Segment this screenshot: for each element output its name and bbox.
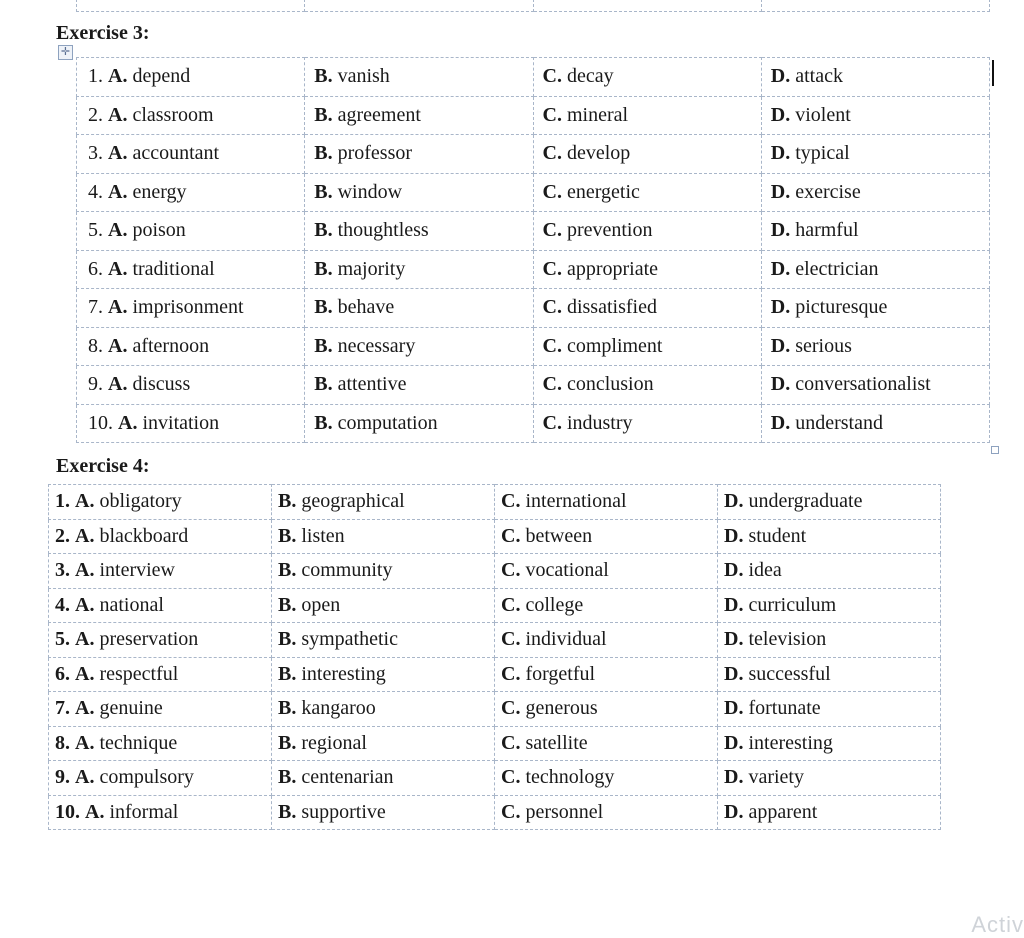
option-word: technology [525,766,615,789]
table-row [77,212,990,251]
option-word: energy [132,180,187,203]
question-number: 5. [88,219,103,242]
option-word: generous [525,697,598,720]
option-letter: C. [542,219,562,242]
option-word: geographical [301,490,405,513]
option-cell-b[interactable] [305,135,533,174]
option-word: between [525,524,593,547]
option-word: college [525,593,584,616]
option-letter: A. [75,766,95,789]
option-cell-b[interactable] [305,96,533,135]
option-word: exercise [795,180,861,203]
option-cell-b[interactable] [305,366,533,405]
option-cell-b[interactable] [272,485,495,520]
question-number: 6. [88,257,103,280]
table-row [77,289,990,328]
option-letter: D. [724,524,744,547]
option-cell-c[interactable] [533,135,761,174]
option-cell-d[interactable] [718,588,941,623]
option-letter: C. [501,559,521,582]
option-word: blackboard [99,524,189,547]
option-cell-c[interactable] [495,795,718,830]
option-cell-d[interactable] [718,692,941,727]
option-letter: D. [724,766,744,789]
option-letter: D. [770,411,791,434]
option-cell-a[interactable] [49,519,272,554]
option-letter: A. [75,697,95,720]
option-cell-b[interactable] [272,623,495,658]
option-letter: D. [770,180,791,203]
option-letter: C. [542,257,562,280]
option-word: agreement [337,103,421,126]
option-letter: B. [314,65,333,88]
option-cell-a[interactable] [77,212,305,251]
option-word: interview [99,559,175,582]
option-letter: A. [108,257,128,280]
option-cell-b[interactable] [272,519,495,554]
option-cell-d[interactable] [761,404,989,443]
option-letter: A. [108,296,128,319]
option-letter: A. [75,524,95,547]
option-cell-b[interactable] [272,554,495,589]
option-cell-c[interactable] [533,366,761,405]
table-row [49,554,941,589]
option-cell-a[interactable] [49,485,272,520]
option-cell-a[interactable] [77,404,305,443]
option-cell-b[interactable] [305,58,533,97]
option-word: electrician [795,257,879,280]
option-word: compliment [566,334,663,357]
option-letter: C. [542,296,562,319]
question-number: 7. [88,296,103,319]
question-number: 4. [88,180,103,203]
option-cell-a[interactable] [77,173,305,212]
option-word: traditional [132,257,215,280]
table-row [49,588,941,623]
option-letter: B. [278,593,297,616]
option-word: harmful [795,219,859,242]
option-cell-b[interactable] [305,250,533,289]
option-word: student [748,524,807,547]
option-word: necessary [337,334,416,357]
exercise-4-heading: Exercise 4: [56,455,150,477]
option-letter: A. [75,628,95,651]
question-number: 4. [55,593,70,616]
question-number: 9. [88,373,103,396]
question-number: 9. [55,766,70,789]
option-word: kangaroo [301,697,376,720]
option-letter: C. [501,490,521,513]
option-word: conclusion [566,373,654,396]
table-row [49,657,941,692]
option-letter: D. [724,697,744,720]
move-icon[interactable]: ✛ [58,45,73,60]
option-word: supportive [301,800,386,823]
option-letter: B. [314,411,333,434]
question-number: 10. [88,411,113,434]
option-letter: C. [542,180,562,203]
option-word: national [99,593,164,616]
option-word: discuss [132,373,191,396]
option-cell-a[interactable] [77,289,305,328]
activation-watermark: Activ [971,912,1024,937]
option-cell-b[interactable] [272,761,495,796]
option-word: afternoon [132,334,210,357]
option-letter: A. [75,593,95,616]
option-word: undergraduate [748,490,863,513]
table-row [77,366,990,405]
option-letter: B. [314,180,333,203]
table-resize-handle[interactable] [991,446,999,454]
question-number: 8. [55,731,70,754]
option-letter: C. [501,697,521,720]
option-word: curriculum [748,593,837,616]
option-word: technique [99,731,178,754]
table-row [77,250,990,289]
option-word: individual [525,628,607,651]
option-word: conversationalist [795,373,931,396]
option-word: serious [795,334,852,357]
question-number: 2. [55,524,70,547]
option-letter: B. [278,731,297,754]
option-letter: B. [314,103,333,126]
option-word: appropriate [566,257,659,280]
option-word: variety [748,766,804,789]
question-number: 6. [55,662,70,685]
option-letter: C. [542,373,562,396]
option-cell-d[interactable] [761,327,989,366]
option-word: behave [337,296,395,319]
option-letter: B. [314,142,333,165]
question-number: 3. [88,142,103,165]
option-word: classroom [132,103,214,126]
option-cell-b[interactable] [305,404,533,443]
option-cell-c[interactable] [533,96,761,135]
table-row [49,692,941,727]
option-word: respectful [99,662,179,685]
option-letter: D. [770,219,791,242]
table-row [49,519,941,554]
option-word: centenarian [301,766,394,789]
option-word: dissatisfied [566,296,657,319]
option-word: listen [301,524,345,547]
option-word: attack [795,65,843,88]
option-word: idea [748,559,782,582]
question-number: 5. [55,628,70,651]
option-cell-d[interactable] [718,623,941,658]
option-cell-c[interactable] [495,657,718,692]
question-number: 2. [88,103,103,126]
option-letter: B. [278,662,297,685]
option-word: mineral [566,103,629,126]
option-word: successful [748,662,831,685]
option-cell-c[interactable] [495,554,718,589]
option-cell-d[interactable] [761,289,989,328]
option-letter: B. [314,257,333,280]
option-word: computation [337,411,438,434]
option-cell-b[interactable] [305,327,533,366]
option-letter: C. [501,524,521,547]
option-letter: D. [770,296,791,319]
option-word: vocational [525,559,609,582]
option-cell-c[interactable] [533,327,761,366]
option-letter: B. [278,766,297,789]
option-letter: D. [724,628,744,651]
question-number: 1. [88,65,103,88]
option-word: fortunate [748,697,821,720]
option-letter: D. [724,559,744,582]
option-cell-c[interactable] [495,588,718,623]
option-cell-a[interactable] [77,250,305,289]
option-word: compulsory [99,766,194,789]
option-letter: A. [108,219,128,242]
option-letter: B. [278,490,297,513]
option-cell-c[interactable] [533,404,761,443]
option-cell-a[interactable] [49,623,272,658]
option-cell-d[interactable] [718,519,941,554]
option-cell-d[interactable] [761,173,989,212]
option-cell-a[interactable] [49,554,272,589]
option-letter: B. [278,559,297,582]
option-letter: B. [278,697,297,720]
option-word: international [525,490,627,513]
option-letter: D. [724,593,744,616]
option-letter: C. [501,800,521,823]
option-cell-d[interactable] [761,58,989,97]
exercise-3-table [76,57,990,443]
option-letter: D. [724,662,744,685]
option-cell-d[interactable] [718,657,941,692]
table-row [49,623,941,658]
option-letter: C. [501,731,521,754]
option-letter: A. [118,411,138,434]
table-row [77,135,990,174]
table-row [49,795,941,830]
exercise-3-heading: Exercise 3: [56,22,150,44]
option-cell-c[interactable] [495,623,718,658]
exercise-4-table [48,484,941,830]
option-word: understand [795,411,883,434]
option-letter: C. [542,103,562,126]
option-letter: C. [501,662,521,685]
option-letter: C. [542,65,562,88]
option-word: majority [337,257,406,280]
option-letter: D. [770,65,791,88]
option-word: prevention [566,219,653,242]
option-cell-a[interactable] [49,761,272,796]
option-word: forgetful [525,662,596,685]
option-letter: A. [108,180,128,203]
option-cell-c[interactable] [533,212,761,251]
option-cell-c[interactable] [495,726,718,761]
option-letter: A. [75,731,95,754]
option-cell-c[interactable] [495,485,718,520]
option-cell-d[interactable] [718,485,941,520]
option-word: industry [566,411,633,434]
option-letter: A. [85,800,105,823]
option-word: regional [301,731,367,754]
option-cell-d[interactable] [761,366,989,405]
option-cell-a[interactable] [77,135,305,174]
option-cell-b[interactable] [272,692,495,727]
option-cell-a[interactable] [49,795,272,830]
option-cell-a[interactable] [77,96,305,135]
option-cell-d[interactable] [718,761,941,796]
table-row [77,404,990,443]
option-cell-b[interactable] [272,795,495,830]
option-cell-b[interactable] [305,289,533,328]
option-cell-a[interactable] [49,726,272,761]
option-cell-a[interactable] [49,657,272,692]
table-row [77,58,990,97]
option-word: poison [132,219,186,242]
option-cell-b[interactable] [272,726,495,761]
option-letter: D. [770,373,791,396]
option-word: genuine [99,697,163,720]
option-cell-c[interactable] [495,692,718,727]
question-number: 8. [88,334,103,357]
table-row [49,726,941,761]
option-letter: B. [314,334,333,357]
text-cursor [992,60,994,86]
option-cell-a[interactable] [49,588,272,623]
option-letter: D. [770,334,791,357]
option-word: accountant [132,142,220,165]
option-cell-c[interactable] [533,173,761,212]
option-word: imprisonment [132,296,244,319]
option-letter: D. [724,731,744,754]
option-cell-c[interactable] [533,289,761,328]
question-number: 1. [55,490,70,513]
option-cell-c[interactable] [495,761,718,796]
question-number: 7. [55,697,70,720]
option-letter: B. [278,800,297,823]
table-row [49,761,941,796]
option-letter: A. [108,373,128,396]
option-word: interesting [301,662,386,685]
option-letter: C. [542,142,562,165]
option-letter: A. [75,490,95,513]
option-cell-d[interactable] [761,135,989,174]
option-cell-d[interactable] [761,96,989,135]
option-word: interesting [748,731,833,754]
option-letter: B. [314,296,333,319]
option-word: decay [566,65,614,88]
table-row [77,96,990,135]
option-letter: A. [108,334,128,357]
option-word: attentive [337,373,407,396]
option-cell-d[interactable] [761,212,989,251]
option-cell-a[interactable] [77,366,305,405]
option-word: community [301,559,393,582]
option-cell-b[interactable] [305,212,533,251]
previous-table-fragment [76,0,990,12]
option-cell-a[interactable] [49,692,272,727]
option-word: thoughtless [337,219,429,242]
option-cell-d[interactable] [718,554,941,589]
option-letter: A. [108,142,128,165]
option-word: personnel [525,800,604,823]
option-word: television [748,628,827,651]
option-word: depend [132,65,191,88]
option-letter: D. [770,142,791,165]
option-letter: D. [724,490,744,513]
option-cell-a[interactable] [77,58,305,97]
option-word: apparent [748,800,818,823]
option-word: violent [795,103,851,126]
option-letter: B. [278,628,297,651]
option-cell-c[interactable] [533,250,761,289]
option-word: obligatory [99,490,182,513]
option-letter: C. [501,593,521,616]
option-letter: D. [770,257,791,280]
option-word: sympathetic [301,628,398,651]
option-word: professor [337,142,413,165]
option-word: satellite [525,731,588,754]
option-cell-b[interactable] [272,588,495,623]
option-cell-c[interactable] [533,58,761,97]
option-letter: C. [542,334,562,357]
option-word: develop [566,142,631,165]
table-row [49,485,941,520]
option-word: preservation [99,628,199,651]
option-letter: A. [108,65,128,88]
option-letter: B. [314,219,333,242]
option-cell-a[interactable] [77,327,305,366]
question-number: 3. [55,559,70,582]
option-cell-d[interactable] [761,250,989,289]
option-letter: B. [314,373,333,396]
table-row [77,173,990,212]
option-word: window [337,180,403,203]
option-word: open [301,593,341,616]
option-letter: A. [108,103,128,126]
option-cell-c[interactable] [495,519,718,554]
table-row [77,327,990,366]
option-cell-b[interactable] [272,657,495,692]
option-letter: A. [75,662,95,685]
option-word: energetic [566,180,640,203]
option-cell-d[interactable] [718,795,941,830]
option-word: invitation [142,411,220,434]
option-cell-b[interactable] [305,173,533,212]
option-word: informal [109,800,179,823]
option-word: picturesque [795,296,888,319]
option-letter: D. [724,800,744,823]
question-number: 10. [55,800,80,823]
option-letter: C. [542,411,562,434]
option-word: vanish [337,65,390,88]
option-letter: C. [501,628,521,651]
option-word: typical [795,142,850,165]
option-letter: B. [278,524,297,547]
option-letter: C. [501,766,521,789]
option-letter: A. [75,559,95,582]
option-cell-d[interactable] [718,726,941,761]
option-letter: D. [770,103,791,126]
